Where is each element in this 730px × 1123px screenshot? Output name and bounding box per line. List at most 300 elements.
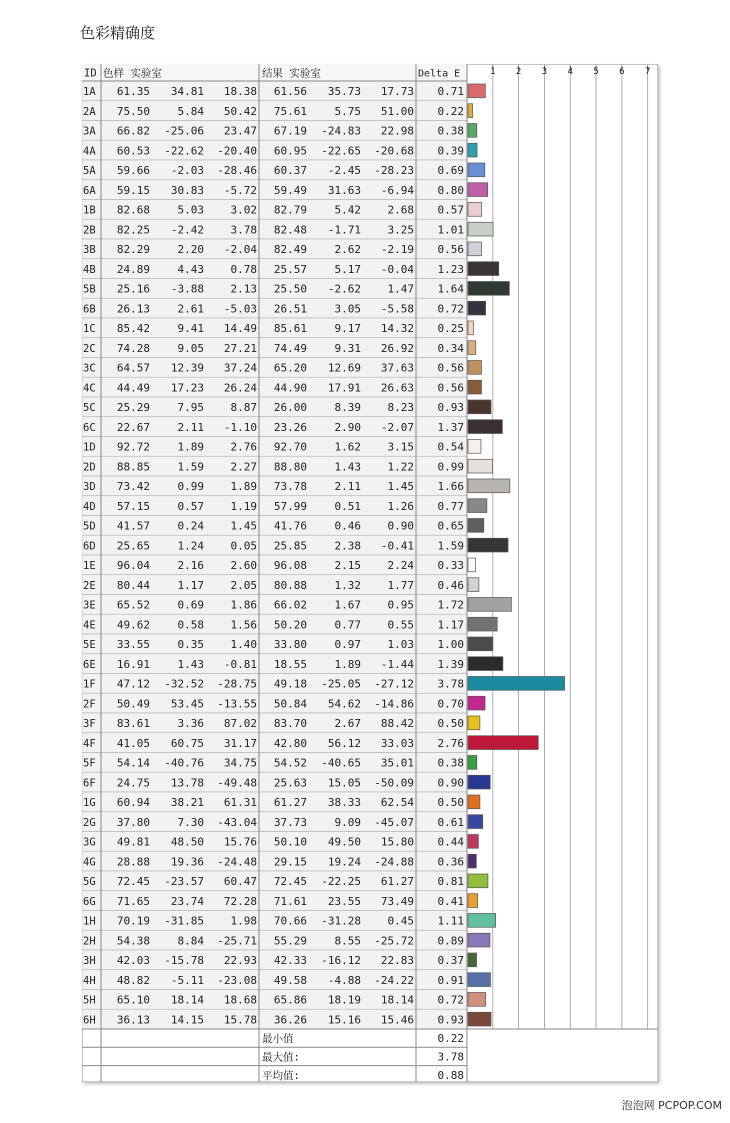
result-l: 92.70 bbox=[273, 440, 307, 454]
sample-b: 72.28 bbox=[223, 894, 257, 908]
delta-bar bbox=[468, 124, 477, 138]
sample-a: 4.43 bbox=[177, 262, 204, 276]
sample-b: -20.40 bbox=[217, 144, 257, 158]
result-a: -25.05 bbox=[321, 677, 361, 691]
sample-a: 23.74 bbox=[170, 894, 204, 908]
delta-bar bbox=[468, 736, 538, 750]
sample-b: 31.17 bbox=[223, 736, 257, 750]
result-l: 50.84 bbox=[273, 697, 307, 711]
delta-bar bbox=[468, 499, 487, 513]
sample-l: 74.28 bbox=[116, 341, 150, 355]
result-b: 14.32 bbox=[380, 322, 414, 336]
delta-value: 0.50 bbox=[437, 796, 464, 810]
sample-b: 1.40 bbox=[230, 638, 257, 652]
delta-value: 0.93 bbox=[437, 1013, 464, 1027]
result-a: 31.63 bbox=[327, 183, 361, 197]
sample-b: -5.03 bbox=[223, 302, 257, 316]
sample-a: 1.43 bbox=[177, 657, 204, 671]
row-id: 4H bbox=[83, 974, 96, 987]
result-l: 80.88 bbox=[273, 578, 307, 592]
row-id: 1F bbox=[83, 678, 96, 691]
result-b: -6.94 bbox=[380, 183, 414, 197]
delta-value: 0.44 bbox=[437, 835, 464, 849]
result-l: 25.50 bbox=[273, 282, 307, 296]
result-l: 88.80 bbox=[273, 460, 307, 474]
sample-a: 13.78 bbox=[170, 776, 204, 790]
result-a: -22.25 bbox=[321, 875, 361, 889]
result-a: 54.62 bbox=[327, 697, 361, 711]
sample-a: 12.39 bbox=[170, 361, 204, 375]
row-id: 4F bbox=[83, 737, 96, 750]
row-id: 1C bbox=[83, 323, 96, 336]
result-b: 22.98 bbox=[380, 124, 414, 138]
sample-b: -49.48 bbox=[217, 776, 257, 790]
result-b: 0.45 bbox=[387, 914, 414, 928]
delta-bar bbox=[468, 104, 473, 118]
sample-a: 1.59 bbox=[177, 460, 204, 474]
sample-l: 26.13 bbox=[116, 302, 150, 316]
result-b: 62.54 bbox=[380, 796, 414, 810]
result-l: 66.02 bbox=[273, 598, 307, 612]
sample-b: 87.02 bbox=[223, 717, 257, 731]
delta-bar bbox=[468, 301, 486, 315]
row-id: 6C bbox=[83, 421, 96, 434]
delta-value: 1.00 bbox=[437, 638, 464, 652]
result-a: 1.32 bbox=[334, 578, 361, 592]
delta-bar bbox=[468, 795, 480, 809]
result-b: 26.92 bbox=[380, 341, 414, 355]
delta-value: 0.56 bbox=[437, 381, 464, 395]
result-b: -14.86 bbox=[374, 697, 414, 711]
sample-b: 14.49 bbox=[223, 322, 257, 336]
result-b: 3.15 bbox=[387, 440, 414, 454]
sample-a: 34.81 bbox=[170, 85, 204, 99]
result-l: 70.66 bbox=[273, 914, 307, 928]
sample-a: 0.57 bbox=[177, 499, 204, 513]
delta-bar bbox=[468, 854, 476, 868]
row-id: 1B bbox=[83, 204, 96, 217]
sample-b: -1.10 bbox=[223, 420, 257, 434]
delta-value: 1.37 bbox=[437, 420, 464, 434]
sample-b: 15.76 bbox=[223, 835, 257, 849]
header-result: 结果 实验室 bbox=[262, 67, 321, 80]
result-l: 49.58 bbox=[273, 973, 307, 987]
sample-a: 2.20 bbox=[177, 243, 204, 257]
row-id: 6A bbox=[83, 184, 96, 197]
delta-bar bbox=[468, 321, 473, 335]
sample-l: 54.38 bbox=[116, 934, 150, 948]
delta-bar bbox=[468, 361, 481, 375]
delta-bar bbox=[468, 874, 488, 888]
sample-a: 0.58 bbox=[177, 618, 204, 632]
sample-b: 0.05 bbox=[230, 539, 257, 553]
delta-value: 0.38 bbox=[437, 756, 464, 770]
result-l: 25.63 bbox=[273, 776, 307, 790]
result-l: 60.37 bbox=[273, 164, 307, 178]
delta-value: 0.93 bbox=[437, 401, 464, 415]
row-id: 6F bbox=[83, 777, 96, 790]
sample-l: 25.16 bbox=[116, 282, 150, 296]
delta-value: 0.38 bbox=[437, 124, 464, 138]
sample-b: 1.86 bbox=[230, 598, 257, 612]
delta-value: 0.22 bbox=[437, 104, 464, 118]
delta-value: 0.99 bbox=[437, 460, 464, 474]
result-b: 61.27 bbox=[380, 875, 414, 889]
result-l: 50.10 bbox=[273, 835, 307, 849]
sample-b: 34.75 bbox=[223, 756, 257, 770]
row-id: 5G bbox=[83, 876, 96, 889]
row-id: 3D bbox=[83, 481, 96, 494]
result-a: 0.97 bbox=[334, 638, 361, 652]
row-id: 5E bbox=[83, 639, 96, 652]
result-b: 1.26 bbox=[387, 499, 414, 513]
delta-bar bbox=[468, 538, 508, 552]
sample-a: 5.84 bbox=[177, 104, 204, 118]
sample-l: 41.05 bbox=[116, 736, 150, 750]
delta-value: 0.33 bbox=[437, 559, 464, 573]
result-a: 9.31 bbox=[334, 341, 361, 355]
row-id: 3B bbox=[83, 244, 96, 257]
delta-bar bbox=[468, 420, 502, 434]
result-a: 15.05 bbox=[327, 776, 361, 790]
result-a: 8.39 bbox=[334, 401, 361, 415]
result-b: -5.58 bbox=[380, 302, 414, 316]
result-b: 1.45 bbox=[387, 480, 414, 494]
result-a: 5.75 bbox=[334, 104, 361, 118]
result-a: 1.89 bbox=[334, 657, 361, 671]
sample-a: 7.30 bbox=[177, 815, 204, 829]
result-a: 5.17 bbox=[334, 262, 361, 276]
sample-b: 61.31 bbox=[223, 796, 257, 810]
sample-l: 60.53 bbox=[116, 144, 150, 158]
sample-b: 2.76 bbox=[230, 440, 257, 454]
sample-l: 28.88 bbox=[116, 855, 150, 869]
sample-l: 48.82 bbox=[116, 973, 150, 987]
row-id: 6H bbox=[83, 1014, 96, 1027]
result-a: -2.45 bbox=[327, 164, 361, 178]
row-id: 2F bbox=[83, 698, 96, 711]
result-l: 33.80 bbox=[273, 638, 307, 652]
sample-a: 3.36 bbox=[177, 717, 204, 731]
result-a: 17.91 bbox=[327, 381, 361, 395]
sample-b: 1.56 bbox=[230, 618, 257, 632]
delta-bar bbox=[468, 835, 478, 849]
sample-b: 3.78 bbox=[230, 223, 257, 237]
delta-value: 0.71 bbox=[437, 85, 464, 99]
delta-value: 1.17 bbox=[437, 618, 464, 632]
result-l: 65.20 bbox=[273, 361, 307, 375]
result-l: 23.26 bbox=[273, 420, 307, 434]
result-b: -24.22 bbox=[374, 973, 414, 987]
sample-l: 24.75 bbox=[116, 776, 150, 790]
header-id: ID bbox=[84, 67, 97, 80]
delta-bar bbox=[468, 163, 485, 177]
tick-label: 6 bbox=[619, 67, 625, 77]
sample-l: 44.49 bbox=[116, 381, 150, 395]
delta-bar bbox=[468, 756, 477, 770]
result-a: 1.43 bbox=[334, 460, 361, 474]
delta-bar bbox=[468, 84, 485, 98]
result-l: 60.95 bbox=[273, 144, 307, 158]
delta-bar bbox=[468, 183, 488, 197]
delta-value: 0.90 bbox=[437, 776, 464, 790]
color-accuracy-svg bbox=[82, 64, 658, 1082]
result-a: 2.15 bbox=[334, 559, 361, 573]
summary-value: 0.22 bbox=[437, 1032, 464, 1046]
row-id: 1E bbox=[83, 560, 96, 573]
sample-b: -24.48 bbox=[217, 855, 257, 869]
result-a: 1.67 bbox=[334, 598, 361, 612]
summary-value: 3.78 bbox=[437, 1050, 464, 1064]
result-l: 71.61 bbox=[273, 894, 307, 908]
result-l: 37.73 bbox=[273, 815, 307, 829]
delta-value: 0.36 bbox=[437, 855, 464, 869]
result-l: 42.33 bbox=[273, 954, 307, 968]
sample-b: -0.81 bbox=[223, 657, 257, 671]
sample-l: 71.65 bbox=[116, 894, 150, 908]
delta-value: 0.37 bbox=[437, 954, 464, 968]
result-b: -28.23 bbox=[374, 164, 414, 178]
sample-b: 15.78 bbox=[223, 1013, 257, 1027]
result-b: -2.19 bbox=[380, 243, 414, 257]
watermark: 泡泡网 PCPOP.COM bbox=[621, 1099, 722, 1112]
sample-l: 82.68 bbox=[116, 203, 150, 217]
sample-l: 72.45 bbox=[116, 875, 150, 889]
result-b: 26.63 bbox=[380, 381, 414, 395]
result-b: -2.07 bbox=[380, 420, 414, 434]
sample-l: 24.89 bbox=[116, 262, 150, 276]
result-b: -0.41 bbox=[380, 539, 414, 553]
result-a: 2.11 bbox=[334, 480, 361, 494]
sample-l: 57.15 bbox=[116, 499, 150, 513]
delta-value: 1.64 bbox=[437, 282, 464, 296]
row-id: 3A bbox=[83, 125, 96, 138]
summary-label: 最小值 bbox=[262, 1033, 294, 1046]
row-id: 2E bbox=[83, 579, 96, 592]
row-id: 3C bbox=[83, 362, 96, 375]
delta-bar bbox=[468, 143, 477, 157]
row-id: 5A bbox=[83, 165, 96, 178]
sample-a: 9.05 bbox=[177, 341, 204, 355]
result-a: -22.65 bbox=[321, 144, 361, 158]
header-sample: 色样 实验室 bbox=[103, 67, 162, 80]
delta-bar bbox=[468, 242, 481, 256]
delta-bar bbox=[468, 519, 484, 533]
sample-a: 14.15 bbox=[170, 1013, 204, 1027]
result-b: -27.12 bbox=[374, 677, 414, 691]
sample-l: 16.91 bbox=[116, 657, 150, 671]
result-b: 88.42 bbox=[380, 717, 414, 731]
sample-l: 65.10 bbox=[116, 993, 150, 1007]
sample-b: 27.21 bbox=[223, 341, 257, 355]
result-b: 17.73 bbox=[380, 85, 414, 99]
sample-l: 59.15 bbox=[116, 183, 150, 197]
delta-bar bbox=[468, 617, 497, 631]
delta-value: 0.81 bbox=[437, 875, 464, 889]
delta-value: 0.69 bbox=[437, 164, 464, 178]
sample-l: 49.62 bbox=[116, 618, 150, 632]
delta-value: 1.01 bbox=[437, 223, 464, 237]
sample-l: 22.67 bbox=[116, 420, 150, 434]
delta-value: 3.78 bbox=[437, 677, 464, 691]
result-l: 42.80 bbox=[273, 736, 307, 750]
delta-value: 0.57 bbox=[437, 203, 464, 217]
row-id: 4A bbox=[83, 145, 96, 158]
delta-bar bbox=[468, 598, 511, 612]
delta-bar bbox=[468, 341, 476, 355]
sample-b: -5.72 bbox=[223, 183, 257, 197]
sample-l: 25.29 bbox=[116, 401, 150, 415]
sample-a: 2.16 bbox=[177, 559, 204, 573]
sample-l: 80.44 bbox=[116, 578, 150, 592]
delta-bar bbox=[468, 282, 509, 296]
sample-a: 7.95 bbox=[177, 401, 204, 415]
sample-b: 0.78 bbox=[230, 262, 257, 276]
delta-bar bbox=[468, 775, 490, 789]
sample-b: 2.13 bbox=[230, 282, 257, 296]
delta-value: 0.34 bbox=[437, 341, 464, 355]
result-b: 8.23 bbox=[387, 401, 414, 415]
row-id: 3F bbox=[83, 718, 96, 731]
result-a: 0.51 bbox=[334, 499, 361, 513]
delta-bar bbox=[468, 933, 490, 947]
sample-b: 18.68 bbox=[223, 993, 257, 1007]
sample-l: 82.29 bbox=[116, 243, 150, 257]
result-b: 0.90 bbox=[387, 519, 414, 533]
delta-value: 0.39 bbox=[437, 144, 464, 158]
result-a: -1.71 bbox=[327, 223, 361, 237]
tick-label: 2 bbox=[515, 67, 522, 77]
sample-a: 2.61 bbox=[177, 302, 204, 316]
sample-a: -2.42 bbox=[170, 223, 204, 237]
sample-b: 60.47 bbox=[223, 875, 257, 889]
delta-value: 0.56 bbox=[437, 243, 464, 257]
row-id: 5B bbox=[83, 283, 96, 296]
delta-value: 1.59 bbox=[437, 539, 464, 553]
sample-l: 50.49 bbox=[116, 697, 150, 711]
delta-value: 0.91 bbox=[437, 973, 464, 987]
result-l: 25.85 bbox=[273, 539, 307, 553]
result-l: 25.57 bbox=[273, 262, 307, 276]
result-b: 35.01 bbox=[380, 756, 414, 770]
row-id: 1D bbox=[83, 441, 96, 454]
sample-b: 37.24 bbox=[223, 361, 257, 375]
sample-a: 30.83 bbox=[170, 183, 204, 197]
result-b: 1.77 bbox=[387, 578, 414, 592]
sample-a: 0.69 bbox=[177, 598, 204, 612]
delta-bar bbox=[468, 459, 493, 473]
result-b: 1.47 bbox=[387, 282, 414, 296]
row-id: 4G bbox=[83, 856, 96, 869]
delta-value: 0.56 bbox=[437, 361, 464, 375]
result-l: 59.49 bbox=[273, 183, 307, 197]
delta-bar bbox=[468, 637, 493, 651]
result-b: -45.07 bbox=[374, 815, 414, 829]
sample-a: -3.88 bbox=[170, 282, 204, 296]
result-a: 2.62 bbox=[334, 243, 361, 257]
result-b: 22.83 bbox=[380, 954, 414, 968]
delta-bar bbox=[468, 914, 496, 928]
sample-a: 18.14 bbox=[170, 993, 204, 1007]
row-id: 6G bbox=[83, 895, 96, 908]
delta-value: 0.46 bbox=[437, 578, 464, 592]
result-a: 19.24 bbox=[327, 855, 361, 869]
delta-bar bbox=[468, 677, 565, 691]
sample-b: 26.24 bbox=[223, 381, 257, 395]
sample-l: 82.25 bbox=[116, 223, 150, 237]
result-a: -24.83 bbox=[321, 124, 361, 138]
result-a: 1.62 bbox=[334, 440, 361, 454]
sample-b: 1.19 bbox=[230, 499, 257, 513]
result-a: 9.09 bbox=[334, 815, 361, 829]
result-l: 75.61 bbox=[273, 104, 307, 118]
sample-a: 1.89 bbox=[177, 440, 204, 454]
result-l: 72.45 bbox=[273, 875, 307, 889]
row-id: 1H bbox=[83, 915, 96, 928]
result-b: 3.25 bbox=[387, 223, 414, 237]
sample-b: 50.42 bbox=[223, 104, 257, 118]
row-id: 2C bbox=[83, 342, 96, 355]
sample-b: -43.04 bbox=[217, 815, 257, 829]
result-a: 0.77 bbox=[334, 618, 361, 632]
sample-l: 33.55 bbox=[116, 638, 150, 652]
delta-bar bbox=[468, 558, 476, 572]
result-a: 2.38 bbox=[334, 539, 361, 553]
result-b: 1.22 bbox=[387, 460, 414, 474]
sample-a: 48.50 bbox=[170, 835, 204, 849]
delta-value: 1.11 bbox=[437, 914, 464, 928]
sample-a: 0.35 bbox=[177, 638, 204, 652]
sample-a: 1.17 bbox=[177, 578, 204, 592]
result-l: 96.08 bbox=[273, 559, 307, 573]
result-l: 82.48 bbox=[273, 223, 307, 237]
tick-label: 3 bbox=[541, 67, 548, 77]
row-id: 5C bbox=[83, 402, 96, 415]
delta-value: 0.72 bbox=[437, 302, 464, 316]
sample-a: 9.41 bbox=[177, 322, 204, 336]
delta-bar bbox=[468, 203, 482, 217]
result-l: 67.19 bbox=[273, 124, 307, 138]
result-b: 0.55 bbox=[387, 618, 414, 632]
sample-l: 66.82 bbox=[116, 124, 150, 138]
delta-bar bbox=[468, 815, 483, 829]
result-b: 2.68 bbox=[387, 203, 414, 217]
sample-b: -2.04 bbox=[223, 243, 257, 257]
delta-bar bbox=[468, 400, 491, 414]
sample-a: 2.11 bbox=[177, 420, 204, 434]
sample-a: -5.11 bbox=[170, 973, 204, 987]
result-a: -2.62 bbox=[327, 282, 361, 296]
row-id: 4E bbox=[83, 619, 96, 632]
row-id: 6B bbox=[83, 303, 96, 316]
row-id: 5F bbox=[83, 757, 96, 770]
delta-bar bbox=[468, 1012, 491, 1026]
sample-a: -2.03 bbox=[170, 164, 204, 178]
row-id: 3H bbox=[83, 955, 96, 968]
result-b: -25.72 bbox=[374, 934, 414, 948]
sample-l: 60.94 bbox=[116, 796, 150, 810]
row-id: 5H bbox=[83, 994, 96, 1007]
sample-a: -31.85 bbox=[164, 914, 204, 928]
result-b: 15.80 bbox=[380, 835, 414, 849]
result-a: 12.69 bbox=[327, 361, 361, 375]
delta-value: 0.72 bbox=[437, 993, 464, 1007]
row-id: 2A bbox=[83, 105, 96, 118]
summary-label: 最大值: bbox=[262, 1051, 300, 1064]
result-b: 37.63 bbox=[380, 361, 414, 375]
delta-bar bbox=[468, 993, 486, 1007]
sample-a: 38.21 bbox=[170, 796, 204, 810]
